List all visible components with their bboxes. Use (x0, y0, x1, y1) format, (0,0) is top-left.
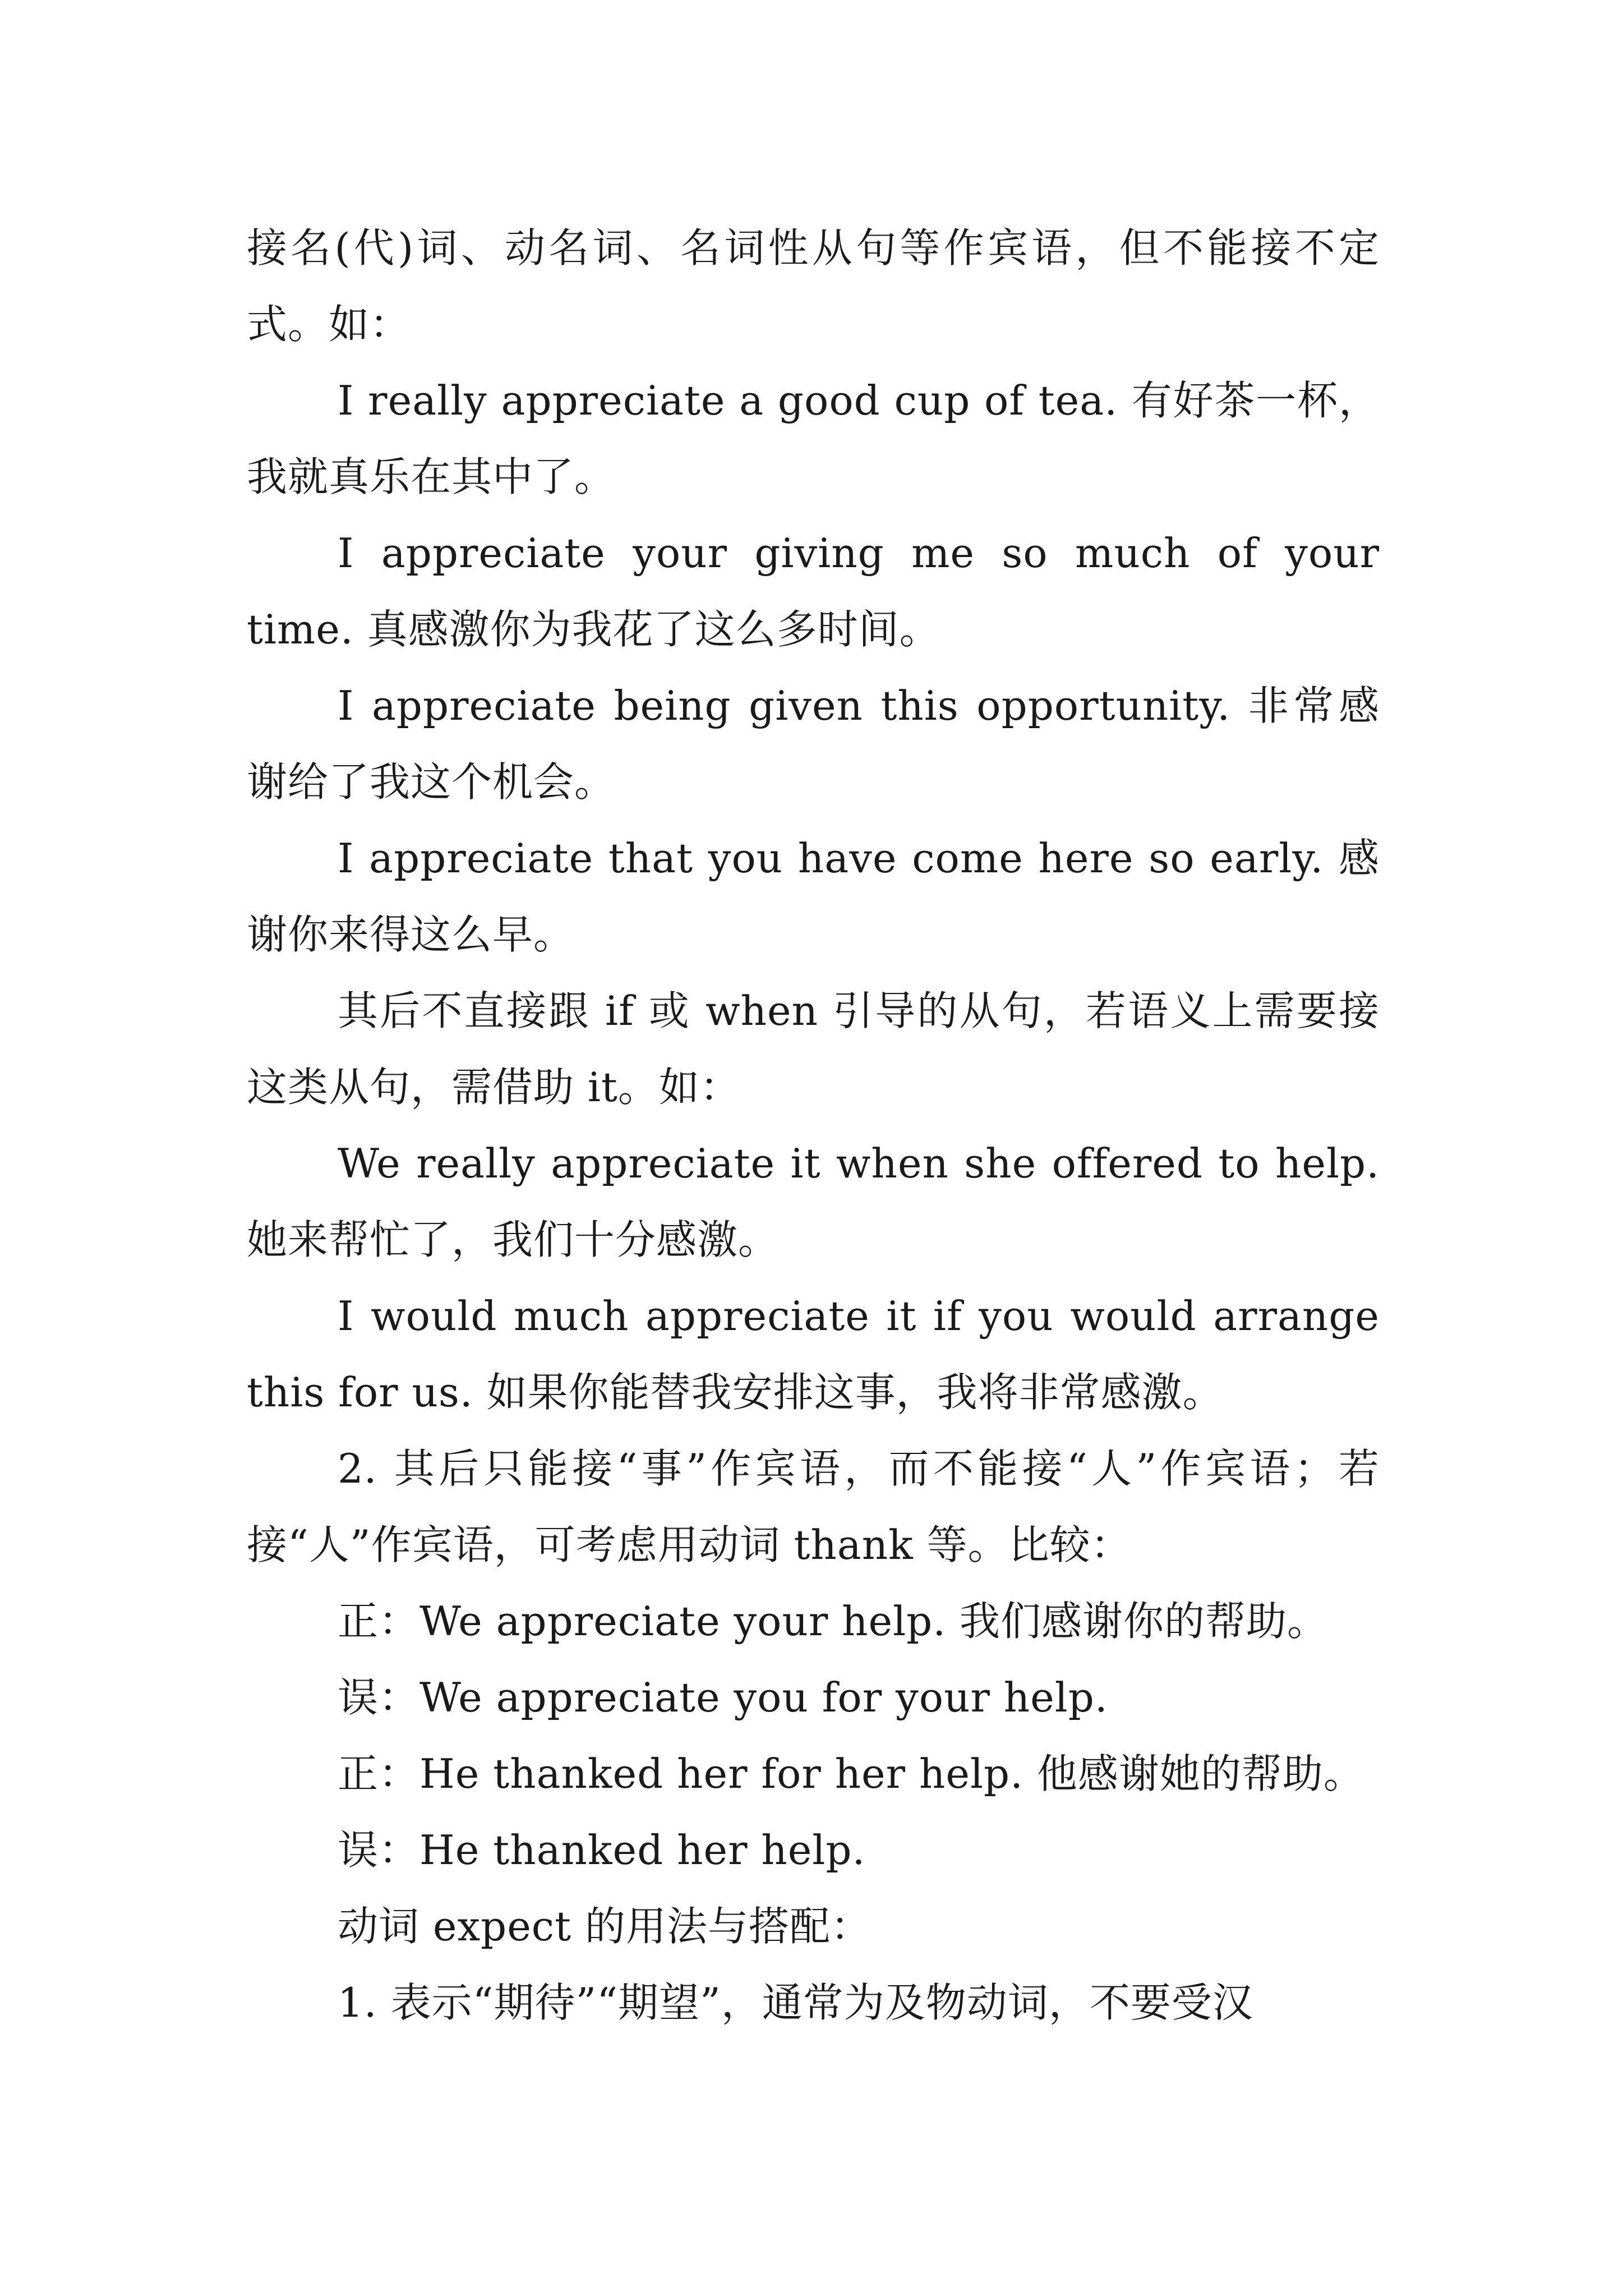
rule-2-paragraph: 2. 其后只能接“事”作宾语，而不能接“人”作宾语；若接“人”作宾语，可考虑用动词 thank 等。比较： (247, 1445, 1380, 1568)
paragraph-appreciate-objects: 接名(代)词、动名词、名词性从句等作宾语，但不能接不定式。如： (247, 224, 1380, 348)
example-sentence: I would much appreciate it if you would arrange this for us. 如果你能替我安排这事，我将非常感激。 (247, 1292, 1380, 1416)
document-body (247, 210, 1380, 2041)
example-sentence: We really appreciate it when she offered to help. 她来帮忙了，我们十分感激。 (247, 1140, 1380, 1263)
correct-example: 正：He thanked her for her help. 他感谢她的帮助。 (338, 1750, 1364, 1797)
correct-example: 正：We appreciate your help. 我们感谢你的帮助。 (338, 1598, 1329, 1645)
incorrect-example: 误：He thanked her help. (338, 1826, 866, 1874)
incorrect-example: 误：We appreciate you for your help. (338, 1674, 1108, 1721)
rule-1-paragraph: 1. 表示“期待”“期望”，通常为及物动词，不要受汉 (338, 1979, 1253, 2026)
example-sentence: I appreciate that you have come here so early. 感谢你来得这么早。 (247, 835, 1380, 958)
section-heading-expect: 动词 expect 的用法与搭配： (338, 1903, 872, 1950)
example-sentence: I appreciate being given this opportunity. 非常感谢给了我这个机会。 (247, 682, 1380, 806)
paragraph-if-when-clause: 其后不直接跟 if 或 when 引导的从句，若语义上需要接这类从句，需借助 it。如： (247, 987, 1380, 1111)
example-sentence: I really appreciate a good cup of tea. 有好茶一杯，我就真乐在其中了。 (247, 377, 1380, 500)
example-sentence: I appreciate your giving me so much of your time. 真感激你为我花了这么多时间。 (247, 530, 1380, 653)
